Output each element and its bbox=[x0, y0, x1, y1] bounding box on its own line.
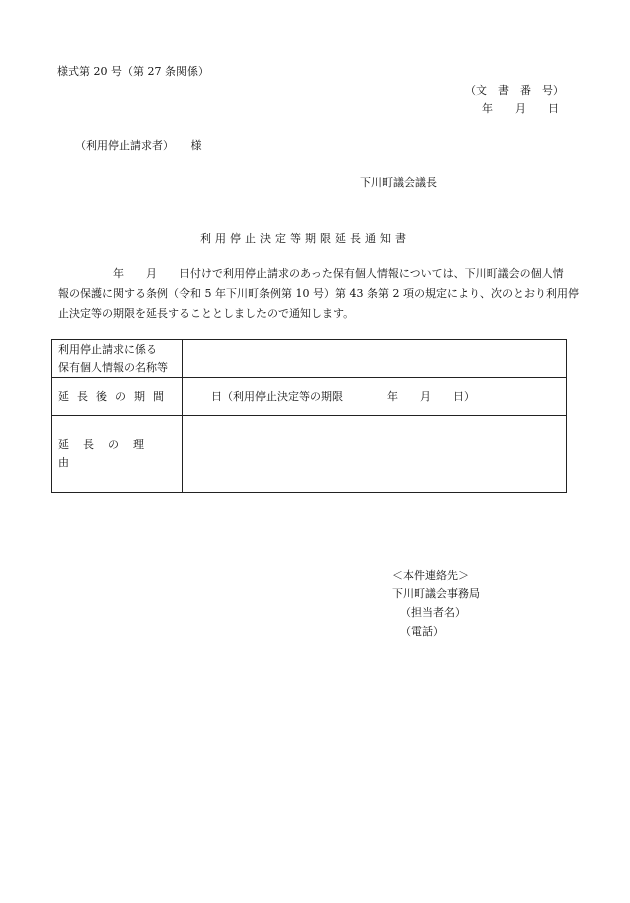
form-number: 様式第 20 号（第 27 条関係） bbox=[57, 65, 209, 78]
body-line-1: 年 月 日付けで利用停止請求のあった保有個人情報については、下川町議会の個人情 bbox=[113, 267, 564, 280]
row-value-period: 日（利用停止決定等の期限 年 月 日） bbox=[183, 378, 567, 416]
table-row-reason bbox=[52, 416, 567, 493]
row-label-period: 延長後の期間 bbox=[52, 378, 183, 416]
row-label-reason: 延長の理由 bbox=[52, 416, 183, 493]
sender: 下川町議会議長 bbox=[360, 176, 437, 189]
table-row-name bbox=[52, 340, 567, 378]
info-table bbox=[51, 339, 567, 493]
row-value-reason bbox=[183, 416, 567, 493]
body-line-2: 報の保護に関する条例（令和 5 年下川町条例第 10 号）第 43 条第 2 項の規定により、次のとおり利用停 bbox=[58, 287, 579, 300]
issue-date: 年 月 日 bbox=[482, 102, 559, 115]
page-title: 利用停止決定等期限延長通知書 bbox=[200, 232, 410, 245]
table-row-period bbox=[52, 378, 567, 416]
row-value-name bbox=[183, 340, 567, 378]
contact-person: （担当者名） bbox=[400, 606, 466, 619]
recipient: （利用停止請求者） 様 bbox=[75, 139, 202, 152]
contact-phone: （電話） bbox=[400, 625, 444, 638]
contact-heading: ＜本件連絡先＞ bbox=[392, 569, 469, 582]
body-line-3: 止決定等の期限を延長することとしましたので通知します。 bbox=[58, 307, 355, 320]
row-label-name-line-2: 保有個人情報の名称等 bbox=[58, 360, 168, 374]
document-number: （文 書 番 号） bbox=[465, 84, 564, 97]
row-label-name-line-1: 利用停止請求に係る bbox=[58, 342, 157, 356]
row-label-name bbox=[52, 340, 183, 378]
contact-office: 下川町議会事務局 bbox=[392, 587, 480, 600]
